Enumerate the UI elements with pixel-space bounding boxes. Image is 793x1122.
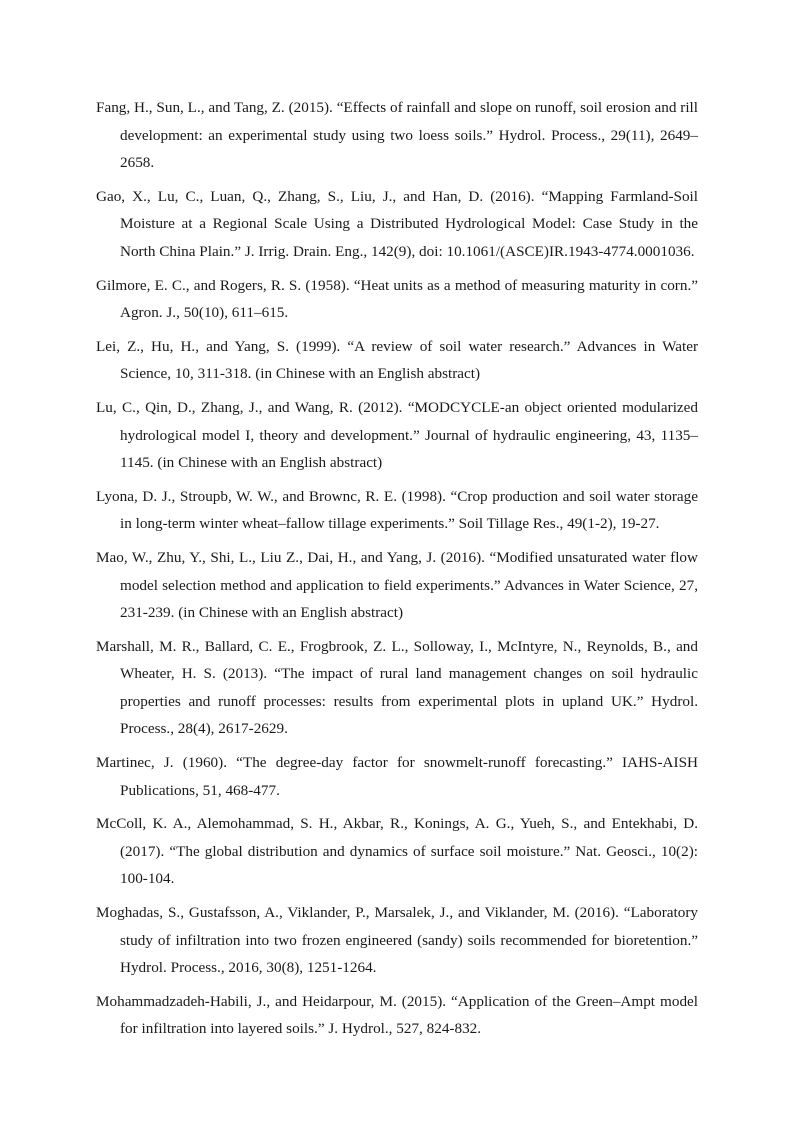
reference-entry: Marshall, M. R., Ballard, C. E., Frogbrook, Z. L., Solloway, I., McIntyre, N., Reynolds, B., and Wheater, H. S. (2013). “The impact of rural land management changes on soil hydraulic properties and runoff processes: results from experimental plots in upland UK.” Hydrol. Process., 28(4), 2617-2629. [96, 637, 698, 738]
reference-entry: Lei, Z., Hu, H., and Yang, S. (1999). “A review of soil water research.” Advances in Water Science, 10, 311-318. (in Chinese with an English abstract) [96, 337, 698, 383]
reference-entry: Mao, W., Zhu, Y., Shi, L., Liu Z., Dai, H., and Yang, J. (2016). “Modified unsaturated water flow model selection method and application to field experiments.” Advances in Water Science, 27, 231-239. (in Chinese with an English abstract) [96, 548, 698, 622]
reference-entry: Lyona, D. J., Stroupb, W. W., and Brownc, R. E. (1998). “Crop production and soil water storage in long-term winter wheat–fallow tillage experiments.” Soil Tillage Res., 49(1-2), 19-27. [96, 487, 698, 533]
reference-entry: Moghadas, S., Gustafsson, A., Viklander, P., Marsalek, J., and Viklander, M. (2016). “Laboratory study of infiltration into two frozen engineered (sandy) soils recommended for bioretention.” Hydrol. Process., 2016, 30(8), 1251-1264. [96, 904, 698, 977]
reference-entry: Martinec, J. (1960). “The degree-day factor for snowmelt-runoff forecasting.” IAHS-AISH Publications, 51, 468-477. [96, 754, 698, 799]
reference-entry: Fang, H., Sun, L., and Tang, Z. (2015). “Effects of rainfall and slope on runoff, soil erosion and rill development: an experimental study using two loess soils.” Hydrol. Process., 29(11), 2649–2658. [96, 99, 698, 172]
reference-entry: Gao, X., Lu, C., Luan, Q., Zhang, S., Liu, J., and Han, D. (2016). “Mapping Farmland-Soil Moisture at a Regional Scale Using a Distributed Hydrological Model: Case Study in the North China Plain.” J. Irrig. Drain. Eng., 142(9), doi: 10.1061/(ASCE)IR.1943-4774.0001036. [96, 187, 698, 260]
reference-entry: McColl, K. A., Alemohammad, S. H., Akbar, R., Konings, A. G., Yueh, S., and Entekhabi, D. (2017). “The global distribution and dynamics of surface soil moisture.” Nat. Geosci., 10(2): 100-104. [96, 815, 698, 888]
reference-list [96, 94, 698, 1049]
reference-entry: Lu, C., Qin, D., Zhang, J., and Wang, R. (2012). “MODCYCLE-an object oriented modularized hydrological model I, theory and development.” Journal of hydraulic engineering, 43, 1135–1145. (in Chinese with an English abstract) [96, 398, 698, 472]
reference-entry: Mohammadzadeh-Habili, J., and Heidarpour, M. (2015). “Application of the Green–Ampt model for infiltration into layered soils.” J. Hydrol., 527, 824-832. [96, 992, 698, 1038]
reference-entry: Gilmore, E. C., and Rogers, R. S. (1958). “Heat units as a method of measuring maturity in corn.” Agron. J., 50(10), 611–615. [96, 276, 698, 322]
